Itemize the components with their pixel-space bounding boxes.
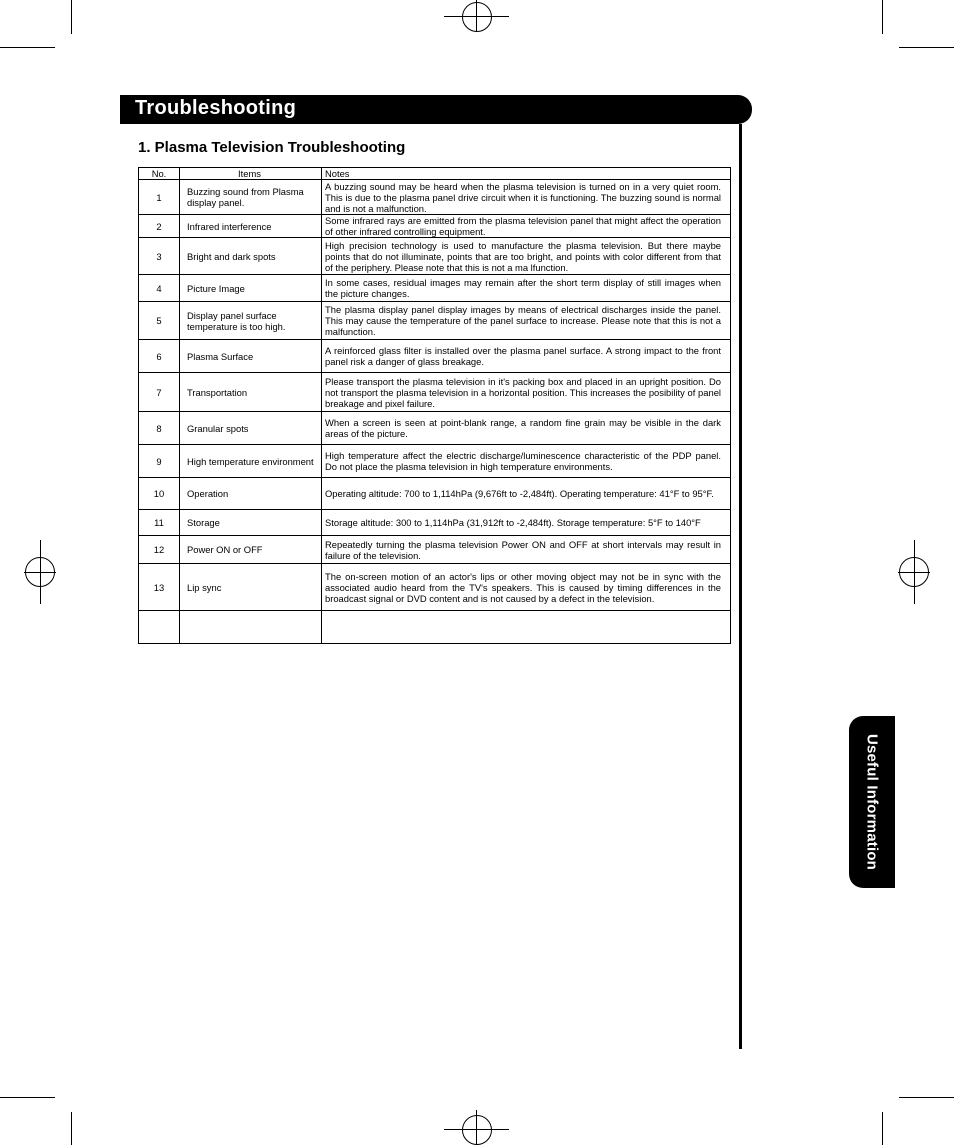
table-row xyxy=(139,536,731,564)
row-note: Some infrared rays are emitted from the plasma television panel that might affect the operation of other infrared controlling equipment. xyxy=(322,215,731,238)
row-item: Picture Image xyxy=(180,275,322,302)
vertical-rule xyxy=(739,124,742,1049)
table-row xyxy=(139,340,731,373)
column-header-notes: Notes xyxy=(322,168,731,180)
crop-mark xyxy=(882,1112,883,1145)
table-row xyxy=(139,302,731,340)
row-item: Plasma Surface xyxy=(180,340,322,373)
registration-line xyxy=(914,540,915,604)
row-note: Please transport the plasma television in it's packing box and placed in an upright position. Do not transport the plasma television in a horizontal position. This increases the posibility of panel breakage and pixel failure. xyxy=(322,373,731,412)
row-note xyxy=(322,611,731,644)
row-item: Bright and dark spots xyxy=(180,238,322,275)
row-item: High temperature environment xyxy=(180,445,322,478)
crop-mark xyxy=(899,1097,954,1098)
registration-mark-icon xyxy=(462,2,492,32)
row-note: When a screen is seen at point-blank range, a random fine grain may be visible in the dark areas of the picture. xyxy=(322,412,731,445)
row-note: The plasma display panel display images by means of electrical discharges inside the panel. This may cause the temperature of the panel surface to increase. Please note that this is not a malfunction. xyxy=(322,302,731,340)
row-number: 11 xyxy=(139,510,180,536)
side-tab-label: Useful Information xyxy=(863,733,881,871)
row-number: 12 xyxy=(139,536,180,564)
row-note: A reinforced glass filter is installed over the plasma panel surface. A strong impact to the front panel risk a danger of glass breakage. xyxy=(322,340,731,373)
row-item: Lip sync xyxy=(180,564,322,611)
registration-line xyxy=(476,0,477,32)
crop-mark xyxy=(0,47,55,48)
table-row xyxy=(139,180,731,215)
crop-mark xyxy=(71,0,72,34)
row-number: 5 xyxy=(139,302,180,340)
row-item: Operation xyxy=(180,478,322,510)
row-item: Infrared interference xyxy=(180,215,322,238)
table-row xyxy=(139,373,731,412)
table-row xyxy=(139,564,731,611)
row-number: 10 xyxy=(139,478,180,510)
row-note: High temperature affect the electric discharge/luminescence characteristic of the PDP panel. Do not place the plasma television in high temperature environments. xyxy=(322,445,731,478)
section-title: 1. Plasma Television Troubleshooting xyxy=(138,139,406,156)
table-header-row xyxy=(139,168,731,180)
table-row xyxy=(139,412,731,445)
row-number: 4 xyxy=(139,275,180,302)
crop-mark xyxy=(882,0,883,34)
table-row xyxy=(139,215,731,238)
crop-mark xyxy=(899,47,954,48)
row-number: 3 xyxy=(139,238,180,275)
row-note: The on-screen motion of an actor's lips or other moving object may not be in sync with the associated audio heard from the TV's speakers. This is caused by timing differences in the broadcast signal or DVD content and is not caused by a defect in the television. xyxy=(322,564,731,611)
row-number: 9 xyxy=(139,445,180,478)
page-title: Troubleshooting xyxy=(135,97,297,119)
row-item: Storage xyxy=(180,510,322,536)
row-number: 8 xyxy=(139,412,180,445)
column-header-no: No. xyxy=(139,168,180,180)
row-number: 13 xyxy=(139,564,180,611)
registration-line xyxy=(476,1110,477,1145)
row-item: Buzzing sound from Plasma display panel. xyxy=(180,180,322,215)
table-row xyxy=(139,238,731,275)
row-note: Operating altitude: 700 to 1,114hPa (9,676ft to -2,484ft). Operating temperature: 41°F to 95°F. xyxy=(322,478,731,510)
row-number: 6 xyxy=(139,340,180,373)
row-item: Transportation xyxy=(180,373,322,412)
table-row xyxy=(139,478,731,510)
crop-mark xyxy=(71,1112,72,1145)
row-note: In some cases, residual images may remain after the short term display of still images when the picture changes. xyxy=(322,275,731,302)
row-number: 7 xyxy=(139,373,180,412)
column-header-items: Items xyxy=(180,168,322,180)
row-note: Repeatedly turning the plasma television Power ON and OFF at short intervals may result in failure of the television. xyxy=(322,536,731,564)
table-row xyxy=(139,510,731,536)
table-row xyxy=(139,611,731,644)
row-number: 1 xyxy=(139,180,180,215)
crop-mark xyxy=(0,1097,55,1098)
row-number xyxy=(139,611,180,644)
row-item: Granular spots xyxy=(180,412,322,445)
row-item: Display panel surface temperature is too high. xyxy=(180,302,322,340)
row-item: Power ON or OFF xyxy=(180,536,322,564)
table-row xyxy=(139,275,731,302)
troubleshooting-table xyxy=(138,167,731,644)
registration-mark-icon xyxy=(462,1115,492,1145)
row-note: Storage altitude: 300 to 1,114hPa (31,912ft to -2,484ft). Storage temperature: 5°F to 140°F xyxy=(322,510,731,536)
row-number: 2 xyxy=(139,215,180,238)
registration-line xyxy=(40,540,41,604)
row-note: A buzzing sound may be heard when the plasma television is turned on in a very quiet room. This is due to the plasma panel drive circuit when it is functioning. The buzzing sound is normal and is not a malfunction. xyxy=(322,180,731,215)
side-tab xyxy=(849,716,895,888)
row-item xyxy=(180,611,322,644)
row-note: High precision technology is used to manufacture the plasma television. But there maybe points that do not illuminate, points that are too bright, and points with color different from that of the periphery. Please note that this is not a ma lfunction. xyxy=(322,238,731,275)
page-header-bar xyxy=(120,95,752,124)
table-row xyxy=(139,445,731,478)
